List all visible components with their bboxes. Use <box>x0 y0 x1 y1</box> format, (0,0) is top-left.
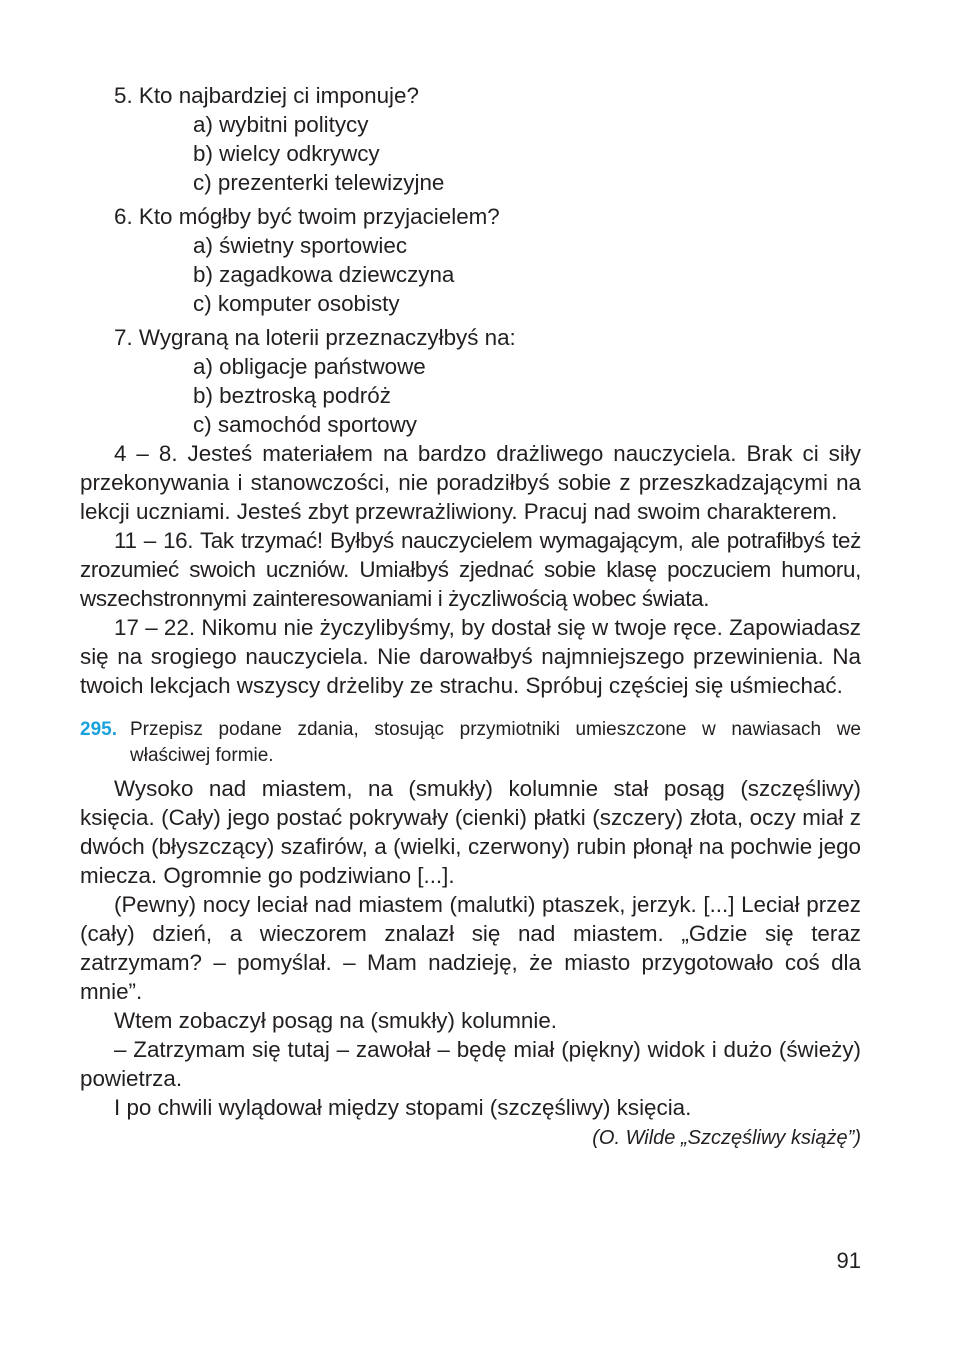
quiz-question-6 <box>80 202 861 318</box>
exercise-number: 295. <box>80 719 117 740</box>
exercise-instruction-block <box>80 717 861 769</box>
exercise-paragraph: (Pewny) nocy leciał nad miastem (malutki) ptaszek, jerzyk. [...] Leciał przez (cały) dzień, a wieczorem znalazł się nad miastem. „Gdzie się teraz zatrzymam? – pomyślał. – Mam nadzieję, że miasto przygotowało coś dla mnie”. <box>80 892 861 1004</box>
quiz-question-7 <box>80 323 861 439</box>
question-text: 7. Wygraną na loterii przeznaczyłbyś na: <box>114 325 516 350</box>
answer-option-a: a) obligacje państwowe <box>193 354 426 379</box>
answer-option-c: c) samochód sportowy <box>193 412 417 437</box>
exercise-paragraph: I po chwili wylądował między stopami (szczęśliwy) księcia. <box>114 1095 692 1120</box>
answer-option-a: a) świetny sportowiec <box>193 233 408 258</box>
source-attribution: (O. Wilde „Szczęśliwy książę”) <box>592 1127 861 1149</box>
quiz-question-5 <box>80 81 861 197</box>
answer-option-a: a) wybitni politycy <box>193 112 369 137</box>
exercise-paragraph: – Zatrzymam się tutaj – zawołał – będę miał (piękny) widok i dużo (świeży) powietrza. <box>80 1037 861 1091</box>
exercise-instruction: Przepisz podane zdania, stosując przymiotniki umieszczone w nawiasach we właściwej formie. <box>130 719 861 766</box>
question-text: 6. Kto mógłby być twoim przyjacielem? <box>114 204 500 229</box>
exercise-paragraph: Wysoko nad miastem, na (smukły) kolumnie stał posąg (szczęśliwy) księcia. (Cały) jego postać pokrywały (cienki) płatki (szczery) złota, oczy miał z dwóch (błyszczący) szafirów, a (wielki, czerwony) rubin płonął na pochwie jego miecza. Ogromnie go podziwiano [...]. <box>80 776 861 888</box>
result-paragraph: 4 – 8. Jesteś materiałem na bardzo drażliwego nauczyciela. Brak ci siły przekonywania i stanowczości, nie poradziłbyś sobie z przeszkadzającymi na lekcji uczniami. Jesteś zbyt przewrażliwiony. Pracuj nad swoim charakterem. <box>80 441 861 524</box>
answer-option-c: c) prezenterki telewizyjne <box>193 170 445 195</box>
page-content <box>80 81 861 1153</box>
result-paragraph: 11 – 16. Tak trzymać! Byłbyś nauczycielem wymagającym, ale potrafiłbyś też zrozumieć swoich uczniów. Umiałbyś zjednać sobie klasę poczuciem humoru, wszechstronnymi zainteresowaniami i życzliwością wobec świata. <box>80 528 861 611</box>
question-text: 5. Kto najbardziej ci imponuje? <box>114 83 419 108</box>
answer-option-b: b) beztroską podróż <box>193 383 391 408</box>
answer-option-c: c) komputer osobisty <box>193 291 400 316</box>
exercise-text <box>80 774 861 1153</box>
page-number: 91 <box>836 1248 861 1273</box>
answer-option-b: b) zagadkowa dziewczyna <box>193 262 455 287</box>
result-paragraph: 17 – 22. Nikomu nie życzylibyśmy, by dostał się w twoje ręce. Zapowiadasz się na srogiego nauczyciela. Nie darowałbyś najmniejszego przewinienia. Na twoich lekcjach wszyscy drżeliby ze strachu. Spróbuj częściej się uśmiechać. <box>80 615 861 698</box>
quiz-results <box>80 439 861 700</box>
answer-option-b: b) wielcy odkrywcy <box>193 141 380 166</box>
exercise-paragraph: Wtem zobaczył posąg na (smukły) kolumnie. <box>114 1008 557 1033</box>
